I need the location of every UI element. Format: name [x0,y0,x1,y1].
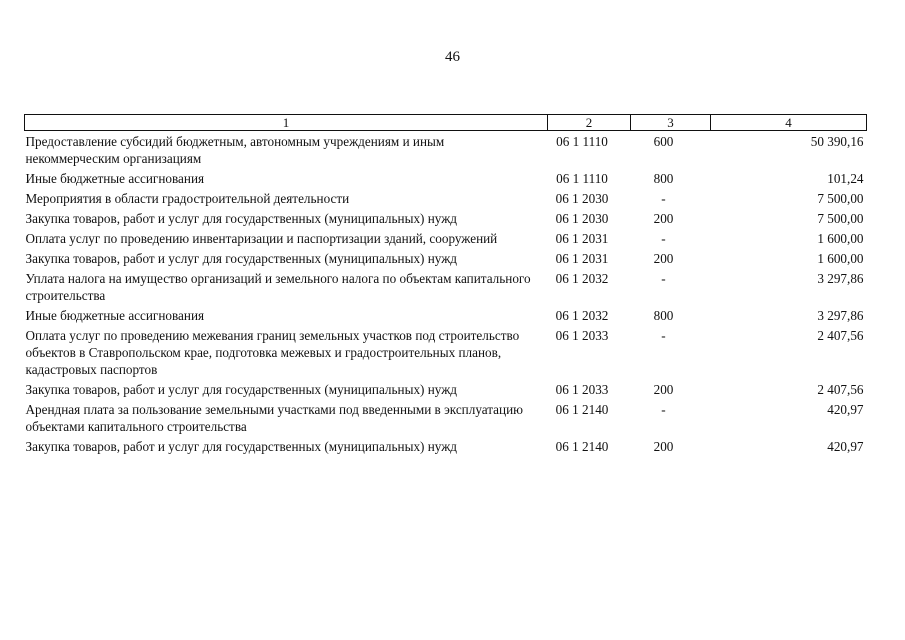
row-type: - [661,231,666,246]
row-type: 200 [653,251,674,266]
row-name: Закупка товаров, работ и услуг для государственных (муниципальных) нужд [25,382,458,397]
row-code: 06 1 1110 [556,171,608,186]
row-amount: 2 407,56 [817,328,864,343]
header-col-4: 4 [711,115,867,131]
row-type: 200 [653,439,674,454]
row-code: 06 1 2140 [555,402,609,417]
header-col-1: 1 [25,115,548,131]
row-amount: 1 600,00 [817,231,864,246]
row-name: Закупка товаров, работ и услуг для государственных (муниципальных) нужд [25,211,458,226]
row-name: Закупка товаров, работ и услуг для государственных (муниципальных) нужд [25,251,458,266]
row-amount: 101,24 [827,171,864,186]
table-body [25,131,867,457]
table-row [25,379,867,399]
row-name: Уплата налога на имущество организаций и земельного налога по объектам капитального строительства [25,271,531,303]
table-row [25,325,867,379]
table-row [25,168,867,188]
row-name: Мероприятия в области градостроительной деятельности [25,191,350,206]
row-code: 06 1 2140 [555,439,609,454]
row-name: Закупка товаров, работ и услуг для государственных (муниципальных) нужд [25,439,458,454]
row-code: 06 1 2033 [555,328,609,343]
table-row [25,208,867,228]
row-code: 06 1 2032 [555,308,609,323]
row-amount: 3 297,86 [817,308,864,323]
budget-table [24,114,867,456]
row-amount: 420,97 [827,439,864,454]
row-code: 06 1 2031 [555,231,609,246]
row-code: 06 1 2031 [555,251,609,266]
table-row [25,228,867,248]
table-row [25,436,867,456]
page-number: 46 [445,49,460,65]
row-amount: 50 390,16 [810,134,864,149]
row-type: 600 [653,134,674,149]
row-name: Предоставление субсидий бюджетным, автономным учреждениям и иным некоммерческим организациям [25,134,445,166]
row-code: 06 1 2032 [555,271,609,286]
row-amount: 2 407,56 [817,382,864,397]
header-col-3: 3 [631,115,711,131]
row-name: Арендная плата за пользование земельными участками под введенными в эксплуатацию объектами капитального строительства [25,402,523,434]
row-type: 200 [653,382,674,397]
row-name: Оплата услуг по проведению инвентаризации и паспортизации зданий, сооружений [25,231,498,246]
row-code: 06 1 2030 [555,191,609,206]
row-type: 800 [653,171,674,186]
row-amount: 420,97 [827,402,864,417]
row-type: - [661,271,666,286]
row-type: - [661,191,666,206]
row-amount: 1 600,00 [817,251,864,266]
table-row [25,248,867,268]
row-code: 06 1 2030 [555,211,609,226]
row-code: 06 1 1110 [556,134,608,149]
table-row [25,188,867,208]
row-name: Иные бюджетные ассигнования [25,308,205,323]
row-name: Иные бюджетные ассигнования [25,171,205,186]
table-row [25,305,867,325]
row-code: 06 1 2033 [555,382,609,397]
row-type: 800 [653,308,674,323]
row-type: 200 [653,211,674,226]
row-name: Оплата услуг по проведению межевания границ земельных участков под строительство объектов в Ставропольском крае, подготовка межевых и градостроительных планов, кадастровых паспортов [25,328,520,377]
row-amount: 7 500,00 [817,191,864,206]
header-col-2: 2 [548,115,631,131]
table-header [25,115,867,131]
header-row [25,115,867,131]
row-amount: 3 297,86 [817,271,864,286]
row-amount: 7 500,00 [817,211,864,226]
row-type: - [661,328,666,343]
row-type: - [661,402,666,417]
table-row [25,131,867,169]
table-row [25,268,867,305]
table-row [25,399,867,436]
